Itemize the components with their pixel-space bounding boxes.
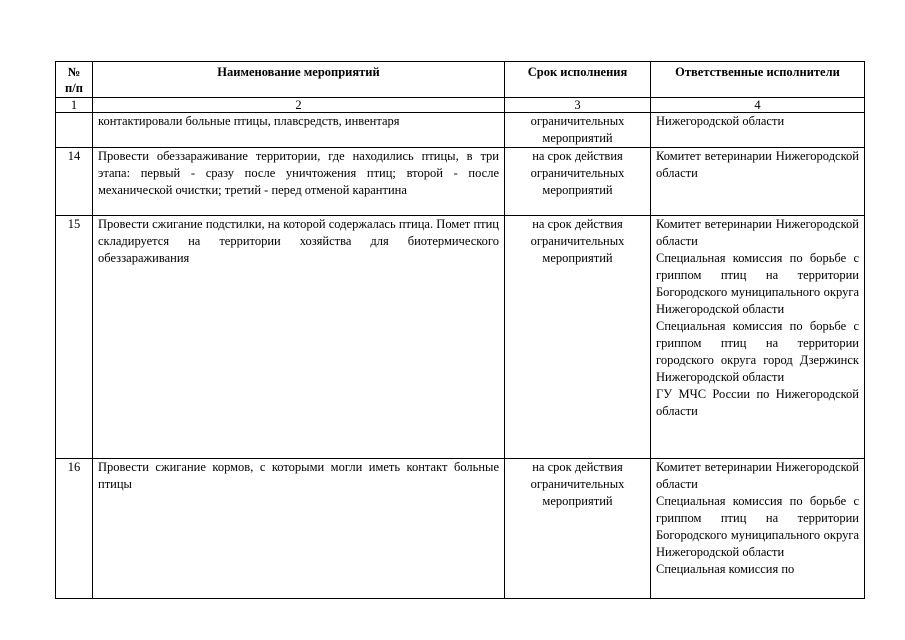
row-responsible	[651, 148, 865, 216]
table-row	[56, 148, 865, 216]
responsible-entry: Специальная комиссия по борьбе с гриппом птиц на территории Богородского муниципального округа Нижегородской области	[656, 494, 859, 559]
responsible-entry: Комитет ветеринарии Нижегородской области	[656, 149, 859, 180]
table-row	[56, 216, 865, 459]
row-measure: Провести сжигание кормов, с которыми могли иметь контакт больные птицы	[93, 459, 505, 599]
row-measure: Провести сжигание подстилки, на которой содержалась птица. Помет птиц складируется на территории хозяйства для биотермического обеззараживания	[93, 216, 505, 459]
row-measure: контактировали больные птицы, плавсредств, инвентаря	[93, 113, 505, 148]
responsible-entry: Комитет ветеринарии Нижегородской области	[656, 460, 859, 491]
header-responsible: Ответственные исполнители	[651, 62, 865, 98]
row-number: 15	[56, 216, 93, 459]
responsible-entry: Комитет ветеринарии Нижегородской области	[656, 217, 859, 248]
responsible-entry: Специальная комиссия по борьбе с гриппом птиц на территории Богородского муниципального округа Нижегородской области	[656, 251, 859, 316]
responsible-entry: Специальная комиссия по борьбе с гриппом птиц на территории городского округа город Дзержинск Нижегородской области	[656, 319, 859, 384]
header-term: Срок исполнения	[505, 62, 651, 98]
row-number	[56, 113, 93, 148]
table-row	[56, 113, 865, 148]
row-term: на срок действия ограничительных мероприятий	[505, 148, 651, 216]
column-index-row	[56, 98, 865, 113]
row-responsible	[651, 459, 865, 599]
column-index: 4	[651, 98, 865, 113]
responsible-entry: Нижегородской области	[656, 114, 785, 128]
measures-table	[55, 61, 865, 599]
table-row	[56, 459, 865, 599]
column-index: 2	[93, 98, 505, 113]
responsible-entry: ГУ МЧС России по Нижегородской области	[656, 387, 859, 418]
column-index: 3	[505, 98, 651, 113]
row-term: ограничительных мероприятий	[505, 113, 651, 148]
row-responsible	[651, 216, 865, 459]
row-number: 16	[56, 459, 93, 599]
header-name: Наименование мероприятий	[93, 62, 505, 98]
row-responsible	[651, 113, 865, 148]
responsible-entry: Специальная комиссия по	[656, 562, 795, 576]
row-measure: Провести обеззараживание территории, где находились птицы, в три этапа: первый - сразу после уничтожения птиц; второй - после механической очистки; третий - перед отменой карантина	[93, 148, 505, 216]
column-index: 1	[56, 98, 93, 113]
row-term: на срок действия ограничительных мероприятий	[505, 216, 651, 459]
header-num: № п/п	[56, 62, 93, 98]
row-term: на срок действия ограничительных мероприятий	[505, 459, 651, 599]
row-number: 14	[56, 148, 93, 216]
table-header-row	[56, 62, 865, 98]
